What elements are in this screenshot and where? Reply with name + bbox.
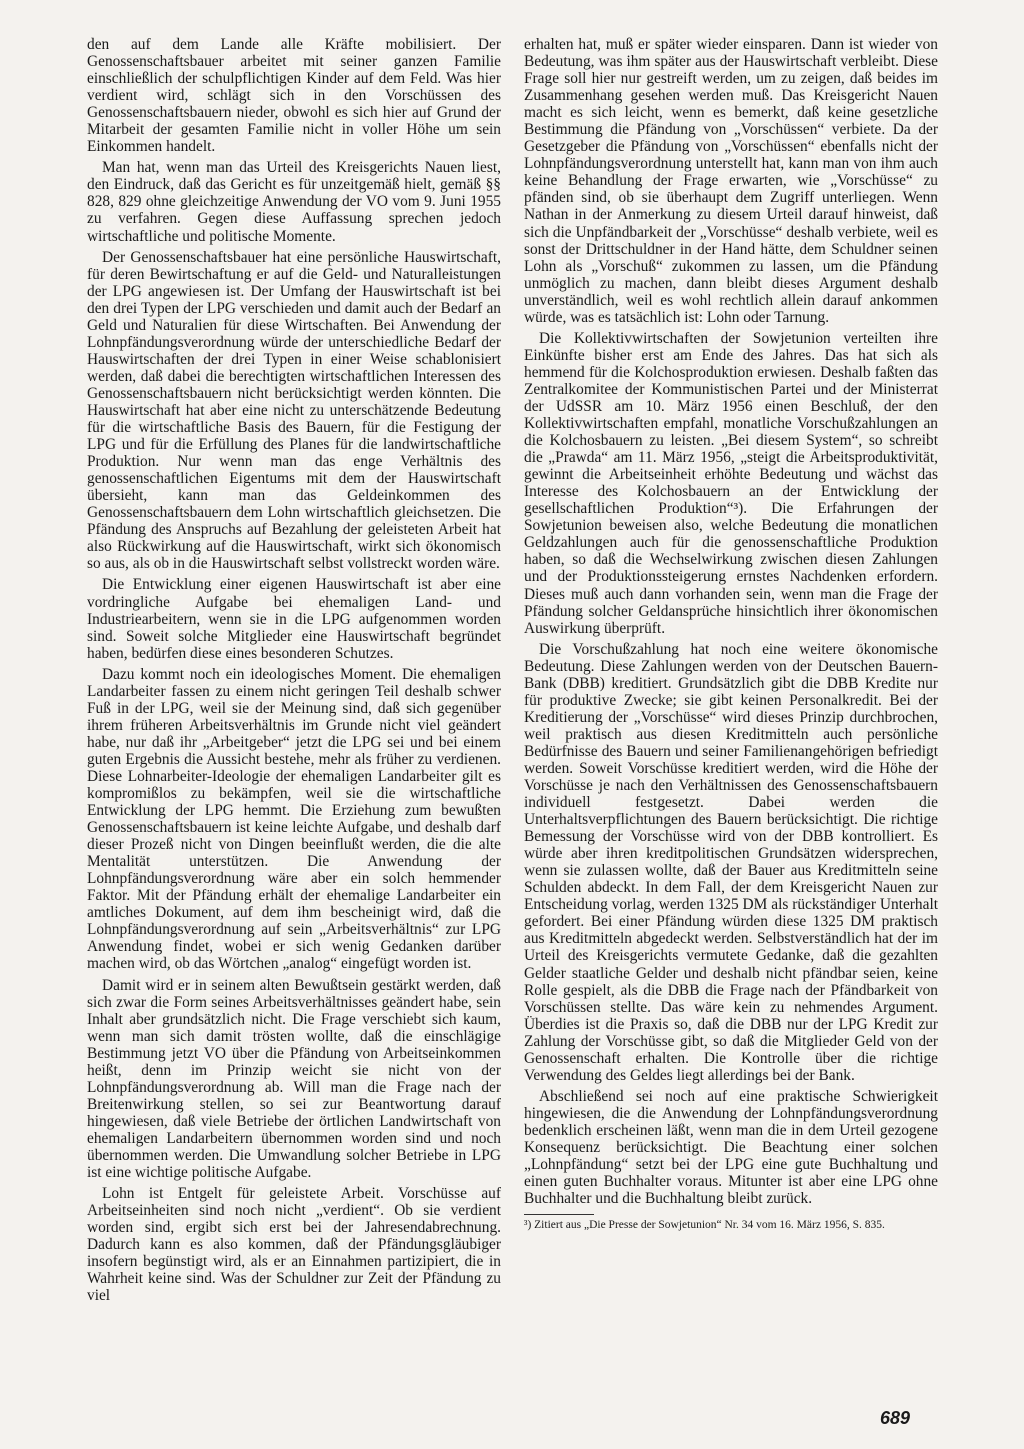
paragraph: Man hat, wenn man das Urteil des Kreisgerichts Nauen liest, den Eindruck, daß das Gericht es für unzeitgemäß hielt, gemäß §§ 828, 829 ohne gleichzeitige Anwendung der VO vom 9. Juni 1955 zu verfahren. Gegen diese Auffassung sprechen jedoch wirtschaftliche und politische Momente. bbox=[87, 159, 501, 245]
right-column bbox=[524, 36, 938, 1237]
footnote: ³) Zitiert aus „Die Presse der Sowjetunion“ Nr. 34 vom 16. März 1956, S. 835. bbox=[524, 1219, 885, 1232]
left-column bbox=[87, 36, 501, 1308]
paragraph: Die Vorschußzahlung hat noch eine weitere ökonomische Bedeutung. Diese Zahlungen werden von der Deutschen Bauern-Bank (DBB) kreditiert. Grundsätzlich gibt die DBB Kredite nur für produktive Zwecke; sie gibt keinen Personalkredit. Bei der Kreditierung der „Vorschüsse“ wird dieses Prinzip durchbrochen, weil praktisch aus diesen Kreditmitteln auch persönliche Bedürfnisse des Bauern und seiner Familienangehörigen befriedigt werden. Soweit Vorschüsse kreditiert werden, wird die Höhe der Vorschüsse je nach den Verhältnissen des Genossenschaftsbauern individuell festgesetzt. Dabei werden die Unterhaltsverpflichtungen des Bauern berücksichtigt. Die richtige Bemessung der Vorschüsse wird von der DBB kontrolliert. Es würde aber ihren kreditpolitischen Grundsätzen widersprechen, wenn sie zulassen wollte, daß der Bauer aus Kreditmitteln seine Schulden abdeckt. In dem Fall, der dem Kreisgericht Nauen zur Entscheidung vorlag, werden 1325 DM als rückständiger Unterhalt gefordert. Bei einer Pfändung würden diese 1325 DM praktisch aus Kreditmitteln abgedeckt werden. Selbstverständlich hat der im Urteil des Kreisgerichts vermutete Gedanke, daß die gezahlten Gelder staatliche Gelder und deshalb nicht pfändbar seien, keine Rolle gespielt, als die DBB die Frage nach der Pfändbarkeit von Vorschüssen stellte. Das wäre kein zu nehmendes Argument. Überdies ist die Praxis so, daß die DBB nur der LPG Kredit zur Zahlung der Vorschüsse gibt, so daß die Mitglieder Geld von der Genossenschaft erhalten. Die Kontrolle über die richtige Verwendung des Geldes liegt allerdings bei der Bank. bbox=[524, 640, 938, 1084]
paragraph: Dazu kommt noch ein ideologisches Moment. Die ehemaligen Landarbeiter fassen zu einem nicht geringen Teil deshalb schwer Fuß in der LPG, weil sie der Meinung sind, daß sich gegenüber ihrem früheren Arbeitsverhältnis im Grunde nicht viel geändert habe, nur daß ihr „Arbeitgeber“ jetzt die LPG sei und bei einem guten Ergebnis die Aussicht bestehe, mehr als früher zu verdienen. Diese Lohnarbeiter-Ideologie der ehemaligen Landarbeiter gilt es kompromißlos zu bekämpfen, weil sie die wirtschaftliche Entwicklung der LPG hemmt. Die Erziehung zum bewußten Genossenschaftsbauern ist keine leichte Aufgabe, und deshalb darf dieser Prozeß nicht von Dingen beeinflußt werden, die die alte Mentalität unterstützen. Die Anwendung der Lohnpfändungsverordnung wäre aber ein solch hemmender Faktor. Mit der Pfändung erhält der ehemalige Landarbeiter ein amtliches Dokument, auf dem ihm bescheinigt wird, daß die Lohnpfändungsverordnung auf sein „Arbeitsverhältnis“ zur LPG Anwendung findet, wobei er sich wenig Gedanken darüber machen wird, ob das Wörtchen „analog“ eingefügt worden ist. bbox=[87, 665, 501, 973]
paragraph: Der Genossenschaftsbauer hat eine persönliche Hauswirtschaft, für deren Bewirtschaftung er auf die Geld- und Naturalleistungen der LPG angewiesen ist. Der Umfang der Hauswirtschaft ist bei den drei Typen der LPG verschieden und damit auch der Bedarf an Geld und Naturalien für diese Wirtschaften. Bei Anwendung der Lohnpfändungsverordnung würde der unterschiedliche Bedarf der Hauswirtschaften der drei Typen in einer Weise schablonisiert werden, daß dabei die berechtigten wirtschaftlichen Interessen des Genossenschaftsbauern nicht berücksichtigt werden könnten. Die Hauswirtschaft hat aber eine nicht zu unterschätzende Bedeutung für die wirtschaftliche Basis des Bauern, für die Festigung der LPG und für die Erfüllung des Planes für die landwirtschaftliche Produktion. Nur wenn man das enge Verhältnis des genossenschaftlichen Eigentums mit dem der Hauswirtschaft übersieht, kann man das Geldeinkommen des Genossenschaftsbauern dem Lohn wirtschaftlich gleichsetzen. Die Pfändung des Anspruchs auf Bezahlung der geleisteten Arbeit hat also Rückwirkung auf die Hauswirtschaft, wirkt sich ökonomisch so aus, als ob in die Hauswirtschaft selbst vollstreckt worden wäre. bbox=[87, 248, 501, 573]
paragraph: den auf dem Lande alle Kräfte mobilisiert. Der Genossenschaftsbauer arbeitet mit seiner ganzen Familie einschließlich der schulpflichtigen Kinder auf dem Feld. Was hier verdient wird, schlägt sich in den Vorschüssen des Genossenschaftsbauern nieder, obwohl es sich hier auf Grund der Mitarbeit der gesamten Familie nicht in voller Höhe um sein Einkommen handelt. bbox=[87, 36, 501, 156]
paragraph: Die Entwicklung einer eigenen Hauswirtschaft ist aber eine vordringliche Aufgabe bei ehemaligen Land- und Industriearbeitern, wenn sie in die LPG aufgenommen worden sind. Soweit solche Mitglieder eine Hauswirtschaft begründet haben, bedürfen diese eines besonderen Schutzes. bbox=[87, 576, 501, 662]
paragraph: Abschließend sei noch auf eine praktische Schwierigkeit hingewiesen, die die Anwendung der Lohnpfändungsverordnung bedenklich erscheinen läßt, wenn man die in dem Urteil gezogene Konsequenz berücksichtigt. Die Beachtung einer solchen „Lohnpfändung“ setzt bei der LPG eine gute Buchhaltung und einen guten Buchhalter voraus. Mitunter ist aber eine LPG ohne Buchhalter und die Buchhaltung bleibt zurück. bbox=[524, 1087, 938, 1208]
paragraph: erhalten hat, muß er später wieder einsparen. Dann ist wieder von Bedeutung, was ihm später aus der Hauswirtschaft verbleibt. Diese Frage soll hier nur gestreift werden, um zu zeigen, daß beides im Zusammenhang gesehen werden muß. Das Kreisgericht Nauen macht es sich leicht, wenn es bemerkt, daß keine gesetzliche Bestimmung die Pfändung von „Vorschüssen“ verbiete. Da der Gesetzgeber die Pfändung von „Vorschüssen“ ebenfalls nicht der Lohnpfändungsverordnung unterstellt hat, kann man von ihm auch keine Behandlung der Frage erwarten, wie „Vorschüsse“ zu pfänden sind, ob sie überhaupt dem Zugriff unterliegen. Wenn Nathan in der Anmerkung zu diesem Urteil darauf hinweist, daß sich die Unpfändbarkeit der „Vorschüsse“ deshalb verbiete, weil es sonst der Drittschuldner in der Hand hätte, dem Schuldner seinen Lohn als „Vorschuß“ zukommen zu lassen, um die Pfändung unmöglich zu machen, dann bleibt dieses Argument deshalb unverständlich, weil es wohl rechtlich allein darauf ankommen würde, was es tatsächlich ist: Lohn oder Tarnung. bbox=[524, 36, 938, 326]
paragraph: Damit wird er in seinem alten Bewußtsein gestärkt werden, daß sich zwar die Form seines Arbeitsverhältnisses geändert habe, sein Inhalt aber grundsätzlich nicht. Die Frage verschiebt sich kaum, wenn man sich damit trösten wollte, daß die einschlägige Bestimmung jetzt VO über die Pfändung von Arbeitseinkommen heißt, denn im Prinzip weicht sie nicht von der Lohnpfändungsverordnung ab. Will man die Frage nach der Breitenwirkung stellen, so sei zur Beantwortung darauf hingewiesen, daß viele Betriebe der örtlichen Landwirtschaft von ehemaligen Landarbeitern übernommen worden sind und noch übernommen werden. Die Umwandlung solcher Betriebe in LPG ist eine wichtige politische Aufgabe. bbox=[87, 976, 501, 1182]
page-number: 689 bbox=[880, 1408, 911, 1428]
paragraph: Die Kollektivwirtschaften der Sowjetunion verteilten ihre Einkünfte bisher erst am Ende des Jahres. Das hat sich als hemmend für die Kolchosproduktion erwiesen. Deshalb faßten das Zentralkomitee der Kommunistischen Partei und der Ministerrat der UdSSR am 10. März 1956 einen Beschluß, der den Kollektivwirtschaften empfahl, monatliche Vorschußzahlungen an die Kolchosbauern zu leisten. „Bei diesem System“, so schreibt die „Prawda“ am 11. März 1956, „steigt die Arbeitsproduktivität, gewinnt die Arbeitseinheit erhöhte Bedeutung und wächst das Interesse des Kolchosbauern an der Entwicklung der gesellschaftlichen Produktion“³). Die Erfahrungen der Sowjetunion beweisen also, welche Bedeutung die monatlichen Geldzahlungen auch für die genossenschaftliche Produktion haben, so daß die Wechselwirkung zwischen diesen Zahlungen und der Produktionssteigerung ernstes Nachdenken erfordern. Dieses muß auch dann vorhanden sein, wenn man die Frage der Pfändung solcher Geldansprüche hinsichtlich ihrer ökonomischen Auswirkung überprüft. bbox=[524, 329, 938, 637]
footnote-divider bbox=[524, 1214, 594, 1215]
paragraph: Lohn ist Entgelt für geleistete Arbeit. Vorschüsse auf Arbeitseinheiten sind noch nicht „verdient“. Ob sie verdient worden sind, ergibt sich erst bei der Jahresendabrechnung. Dadurch kann es also kommen, daß der Pfändungsgläubiger insofern begünstigt wird, als er an Einnahmen partizipiert, die in Wahrheit keine sind. Was der Schuldner zur Zeit der Pfändung zu viel bbox=[87, 1185, 501, 1305]
